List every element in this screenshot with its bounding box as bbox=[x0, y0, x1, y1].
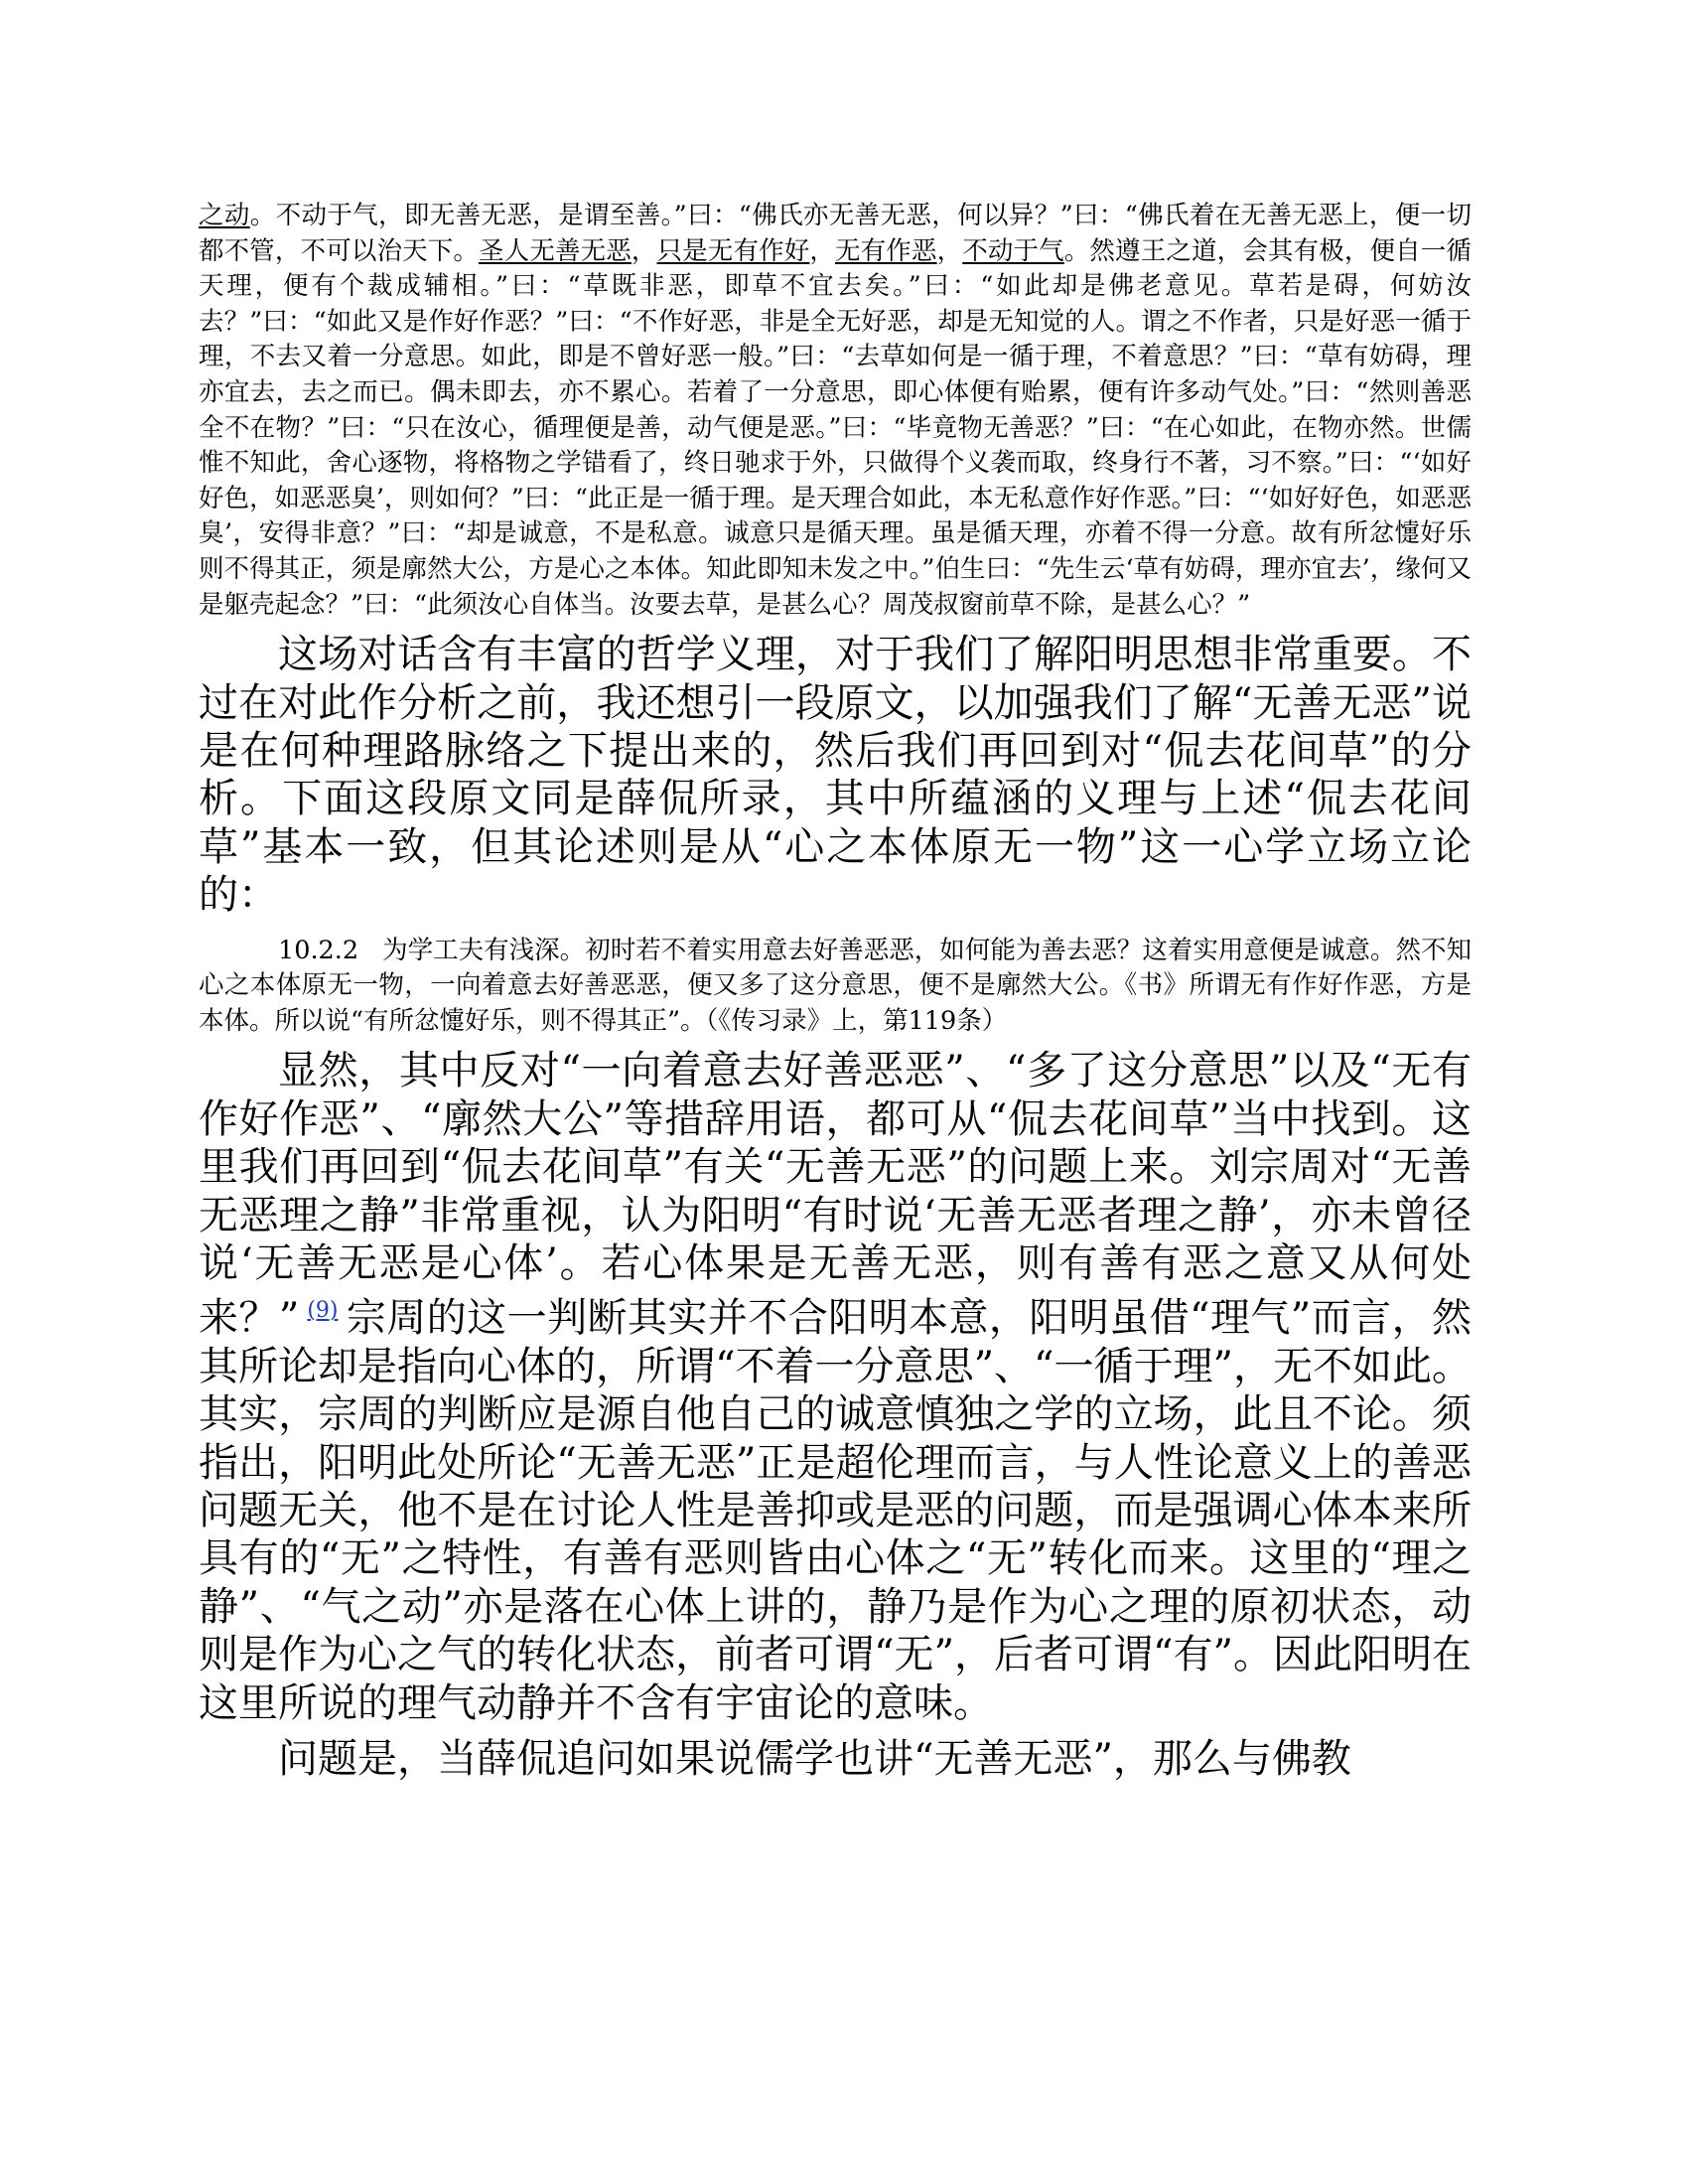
body-paragraph-3: 问题是，当薛侃追问如果说儒学也讲“无善无恶”，那么与佛教 bbox=[278, 1736, 1351, 1783]
body-paragraph-1: 这场对话含有丰富的哲学义理，对于我们了解阳明思想非常重要。不过在对此作分析之前，我还想引一段原文，以加强我们了解“无善无恶”说是在何种理路脉络之下提出来的，然后我们再回到对“侃去花间草”的分析。下面这段原文同是薛侃所录，其中所蕴涵的义理与上述“侃去花间草”基本一致，但其论述则是从“心之本体原无一物”这一心学立场立论的： bbox=[199, 632, 1472, 919]
document-page bbox=[199, 199, 1472, 1783]
quote-text: 为学工夫有浅深。初时若不着实用意去好善恶恶，如何能为善去恶？这着实用意便是诚意。然不知心之本体原无一物，一向着意去好善恶恶，便又多了这分意思，便不是廓然大公。《书》所谓无有作好作恶，方是本体。所以说“有所忿懥好乐，则不得其正”。（《传习录》上，第119条） bbox=[199, 935, 1472, 1036]
underlined-phrase: 只是无有作好 bbox=[656, 235, 810, 266]
paragraph-text: 宗周的这一判断其实并不合阳明本意，阳明虽借“理气”而言，然其所论却是指向心体的，所谓“不着一分意思”、“一循于理”，无不如此。其实，宗周的判断应是源自他自己的诚意慎独之学的立场，此且不论。须指出，阳明此处所论“无善无恶”正是超伦理而言，与人性论意义上的善恶问题无关，他不是在讨论人性是善抑或是恶的问题，而是强调心体本来所具有的“无”之特性，有善有恶则皆由心体之“无”转化而来。这里的“理之静”、“气之动”亦是落在心体上讲的，静乃是作为心之理的原初状态，动则是作为心之气的转化状态，前者可谓“无”，后者可谓“有”。因此阳明在这里所说的理气动静并不含有宇宙论的意味。 bbox=[199, 1295, 1472, 1726]
quote-number: 10.2.2 bbox=[278, 935, 359, 965]
body-paragraph-2 bbox=[199, 1047, 1472, 1727]
quote-passage-continued bbox=[199, 199, 1472, 623]
punctuation: ， bbox=[631, 235, 657, 266]
footnote-link[interactable]: (9) bbox=[307, 1298, 339, 1324]
underlined-phrase: 不动于气 bbox=[962, 235, 1064, 266]
underlined-phrase: 无有作恶 bbox=[835, 235, 937, 266]
paragraph-text: 显然，其中反对“一向着意去好善恶恶”、“多了这分意思”以及“无有作好作恶”、“廓然大公”等措辞用语，都可从“侃去花间草”当中找到。这里我们再回到“侃去花间草”有关“无善无恶”的问题上来。刘宗周对“无善无恶理之静”非常重视，认为阳明“有时说‘无善无恶者理之静’，亦未曾径说‘无善无恶是心体’。若心体果是无善无恶，则有善有恶之意又从何处来？” bbox=[199, 1048, 1472, 1342]
quote-text: 。不动于气，即无善无恶，是谓至善。”曰：“佛氏亦无善无恶，何以异？”曰：“佛氏着在无善无恶上，便一切都不管，不可以治天下。 bbox=[199, 201, 1472, 266]
punctuation: ， bbox=[809, 235, 836, 266]
underlined-phrase: 圣人无善无恶 bbox=[479, 235, 632, 266]
punctuation: ， bbox=[936, 235, 963, 266]
quote-passage-10-2-2 bbox=[199, 934, 1472, 1040]
underlined-phrase: 之动 bbox=[199, 201, 250, 230]
quote-text: 。然遵王之道，会其有极，便自一循天理，便有个裁成辅相。”曰：“草既非恶，即草不宜去矣。”曰：“如此却是佛老意见。草若是碍，何妨汝去？”曰：“如此又是作好作恶？”曰：“不作好恶，非是全无好恶，却是无知觉的人。谓之不作者，只是好恶一循于理，不去又着一分意思。如此，即是不曾好恶一般。”曰：“去草如何是一循于理，不着意思？”曰：“草有妨碍，理亦宜去，去之而已。偶未即去，亦不累心。若着了一分意思，即心体便有贻累，便有许多动气处。”曰：“然则善恶全不在物？”曰：“只在汝心，循理便是善，动气便是恶。”曰：“毕竟物无善恶？”曰：“在心如此，在物亦然。世儒惟不知此，舍心逐物，将格物之学错看了，终日驰求于外，只做得个义袭而取，终身行不著，习不察。”曰：“‘如好好色，如恶恶臭’，则如何？”曰：“此正是一循于理。是天理合如此，本无私意作好作恶。”曰：“‘如好好色，如恶恶臭’，安得非意？”曰：“却是诚意，不是私意。诚意只是循天理。虽是循天理，亦着不得一分意。故有所忿懥好乐则不得其正，须是廓然大公，方是心之本体。知此即知未发之中。”伯生曰：“先生云‘草有妨碍，理亦宜去’，缘何又是躯壳起念？”曰：“此须汝心自体当。汝要去草，是甚么心？周茂叔窗前草不除，是甚么心？” bbox=[199, 235, 1472, 620]
